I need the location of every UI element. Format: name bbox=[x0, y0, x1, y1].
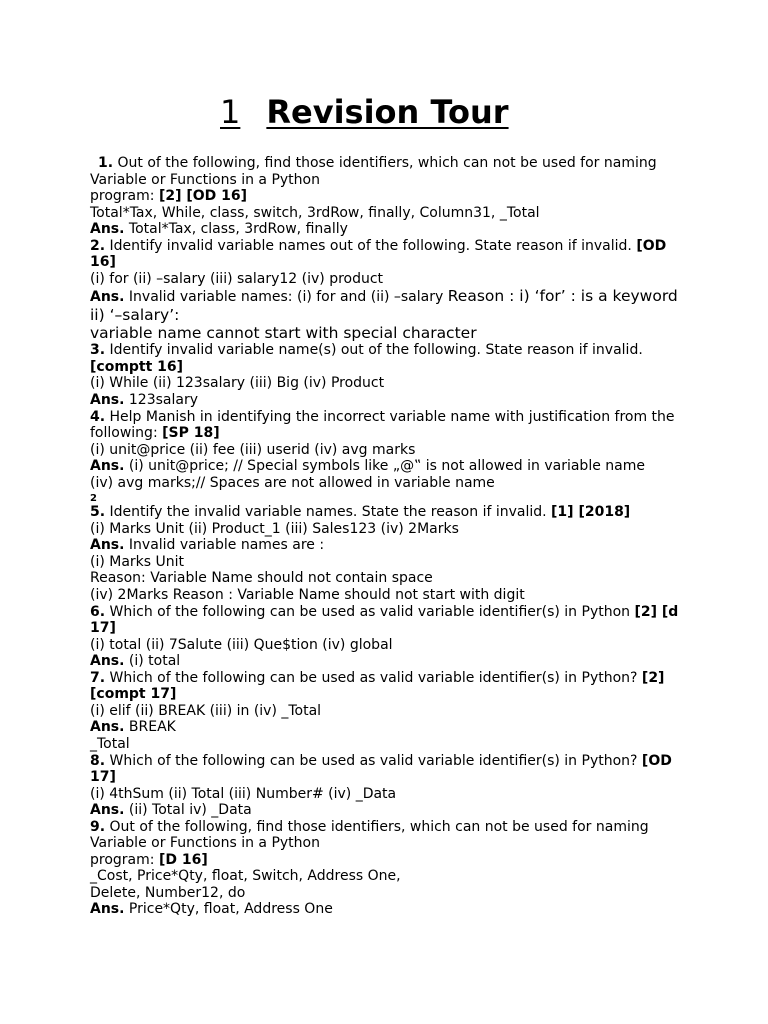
text-line bbox=[90, 719, 690, 736]
bold-text: [2] [d bbox=[634, 603, 679, 620]
line-text: _Cost, Price*Qty, float, Switch, Address One, bbox=[90, 868, 401, 885]
bold-text: 6. bbox=[90, 603, 106, 620]
line-text: variable name cannot start with special character bbox=[90, 324, 477, 343]
text-line bbox=[90, 504, 690, 521]
bold-text: 17] bbox=[90, 620, 116, 637]
bold-text: 4. bbox=[90, 408, 106, 425]
text-line bbox=[90, 554, 690, 571]
bold-text: 8. bbox=[90, 752, 106, 769]
line-text: Variable or Functions in a Python bbox=[90, 171, 320, 188]
bold-text: [2] bbox=[641, 669, 665, 686]
text-line bbox=[90, 802, 690, 819]
text-line bbox=[90, 238, 690, 255]
text-line bbox=[90, 537, 690, 554]
line-text: (ii) Total iv) _Data bbox=[124, 802, 252, 819]
text-line bbox=[90, 458, 690, 475]
bold-text: 2. bbox=[90, 237, 106, 254]
bold-text: [D 16] bbox=[158, 851, 208, 868]
text-line bbox=[90, 491, 690, 504]
line-text: (i) for (ii) –salary (iii) salary12 (iv) product bbox=[90, 270, 384, 287]
line-text: Delete, Number12, do bbox=[90, 884, 246, 901]
text-line bbox=[90, 342, 690, 359]
bold-text: [compt 17] bbox=[90, 686, 177, 703]
line-text: ii) ‘–salary’: bbox=[90, 306, 180, 325]
text-line bbox=[90, 686, 690, 703]
line-text: Identify invalid variable name(s) out of the following. State reason if invalid. bbox=[105, 342, 643, 359]
bold-text: 3. bbox=[90, 342, 106, 359]
text-line bbox=[90, 852, 690, 869]
line-text: Invalid variable names are : bbox=[124, 537, 325, 554]
line-text: Reason: Variable Name should not contain space bbox=[90, 570, 433, 587]
document-body bbox=[90, 155, 690, 918]
text-line bbox=[90, 324, 690, 342]
bold-text: [2] [OD 16] bbox=[158, 188, 248, 205]
text-line bbox=[90, 653, 690, 670]
text-line bbox=[90, 375, 690, 392]
text-line bbox=[90, 670, 690, 687]
text-line bbox=[90, 287, 690, 306]
bold-text: 9. bbox=[90, 818, 106, 835]
text-line bbox=[90, 425, 690, 442]
line-text: Invalid variable names: (i) for and (ii) –salary bbox=[124, 289, 448, 306]
line-text: following: bbox=[90, 425, 163, 442]
line-text: Which of the following can be used as valid variable identifier(s) in Python? bbox=[105, 752, 642, 769]
line-text: Which of the following can be used as valid variable identifier(s) in Python? bbox=[105, 669, 642, 686]
line-text: (i) unit@price (ii) fee (iii) userid (iv) avg marks bbox=[90, 441, 416, 458]
text-line bbox=[90, 392, 690, 409]
text-line bbox=[90, 703, 690, 720]
text-line bbox=[90, 587, 690, 604]
line-text: Which of the following can be used as valid variable identifier(s) in Python bbox=[105, 603, 635, 620]
text-line bbox=[90, 271, 690, 288]
bold-text: 1. bbox=[98, 155, 114, 171]
line-text: 123salary bbox=[124, 392, 199, 409]
text-line bbox=[90, 442, 690, 459]
line-text: (i) While (ii) 123salary (iii) Big (iv) Product bbox=[90, 375, 385, 392]
line-text: Total*Tax, While, class, switch, 3rdRow, finally, Column31, _Total bbox=[90, 204, 540, 221]
line-text: Out of the following, find those identifiers, which can not be used for naming bbox=[105, 818, 649, 835]
text-line bbox=[90, 409, 690, 426]
line-text: (i) unit@price; // Special symbols like „@‟ is not allowed in variable name bbox=[124, 458, 645, 475]
line-text: (i) Marks Unit (ii) Product_1 (iii) Sales123 (iv) 2Marks bbox=[90, 520, 459, 537]
chapter-number: 1 bbox=[220, 93, 241, 131]
text-line bbox=[90, 475, 690, 492]
text-line bbox=[90, 769, 690, 786]
bold-text: Ans. bbox=[90, 653, 125, 670]
bold-text: Ans. bbox=[90, 719, 125, 736]
bold-text: 16] bbox=[90, 254, 116, 271]
text-line bbox=[90, 620, 690, 637]
line-text: Reason : i) ‘for’ : is a keyword bbox=[447, 287, 678, 306]
bold-text: 2 bbox=[90, 493, 97, 505]
text-line bbox=[90, 819, 690, 836]
text-line bbox=[90, 521, 690, 538]
bold-text: [1] [2018] bbox=[551, 504, 631, 521]
chapter-title: Revision Tour bbox=[266, 93, 509, 131]
line-text: Total*Tax, class, 3rdRow, finally bbox=[124, 221, 348, 238]
line-text: Help Manish in identifying the incorrect variable name with justification from the bbox=[105, 408, 675, 425]
line-text: (i) 4thSum (ii) Total (iii) Number# (iv) _Data bbox=[90, 785, 397, 802]
text-line bbox=[90, 221, 690, 238]
line-text: (iv) 2Marks Reason : Variable Name should not start with digit bbox=[90, 587, 525, 604]
line-text: (i) Marks Unit bbox=[90, 553, 185, 570]
line-text: Identify the invalid variable names. State the reason if invalid. bbox=[105, 504, 552, 521]
text-line bbox=[90, 604, 690, 621]
page-title bbox=[220, 92, 509, 132]
line-text: Out of the following, find those identifiers, which can not be used for naming bbox=[113, 155, 657, 171]
text-line bbox=[90, 786, 690, 803]
text-line bbox=[90, 570, 690, 587]
bold-text: Ans. bbox=[90, 802, 125, 819]
line-text: (i) total bbox=[124, 653, 181, 670]
line-text: program: bbox=[90, 188, 159, 205]
bold-text: [SP 18] bbox=[162, 425, 220, 442]
line-text: (i) elif (ii) BREAK (iii) in (iv) _Total bbox=[90, 702, 322, 719]
text-line bbox=[90, 306, 690, 324]
bold-text: Ans. bbox=[90, 289, 125, 306]
text-line bbox=[90, 359, 690, 376]
bold-text: Ans. bbox=[90, 901, 125, 918]
bold-text: Ans. bbox=[90, 221, 125, 238]
text-line bbox=[90, 868, 690, 885]
bold-text: [comptt 16] bbox=[90, 358, 184, 375]
text-line bbox=[90, 205, 690, 222]
line-text: (iv) avg marks;// Spaces are not allowed in variable name bbox=[90, 474, 495, 491]
bold-text: Ans. bbox=[90, 537, 125, 554]
text-line bbox=[90, 172, 690, 189]
text-line bbox=[90, 254, 690, 271]
line-text: _Total bbox=[90, 735, 130, 752]
text-line bbox=[90, 155, 690, 172]
bold-text: 7. bbox=[90, 669, 106, 686]
line-text: (i) total (ii) 7Salute (iii) Que$tion (iv) global bbox=[90, 636, 393, 653]
bold-text: 17] bbox=[90, 769, 116, 786]
line-text: program: bbox=[90, 851, 159, 868]
text-line bbox=[90, 885, 690, 902]
text-line bbox=[90, 188, 690, 205]
line-text: Variable or Functions in a Python bbox=[90, 835, 320, 852]
text-line bbox=[90, 736, 690, 753]
bold-text: 5. bbox=[90, 504, 106, 521]
text-line bbox=[90, 637, 690, 654]
bold-text: Ans. bbox=[90, 392, 125, 409]
bold-text: [OD bbox=[641, 752, 672, 769]
text-line bbox=[90, 753, 690, 770]
bold-text: [OD bbox=[636, 237, 667, 254]
line-text: Identify invalid variable names out of the following. State reason if invalid. bbox=[105, 237, 637, 254]
line-text: BREAK bbox=[124, 719, 176, 736]
text-line bbox=[90, 835, 690, 852]
line-text: Price*Qty, float, Address One bbox=[124, 901, 333, 918]
bold-text: Ans. bbox=[90, 458, 125, 475]
text-line bbox=[90, 901, 690, 918]
